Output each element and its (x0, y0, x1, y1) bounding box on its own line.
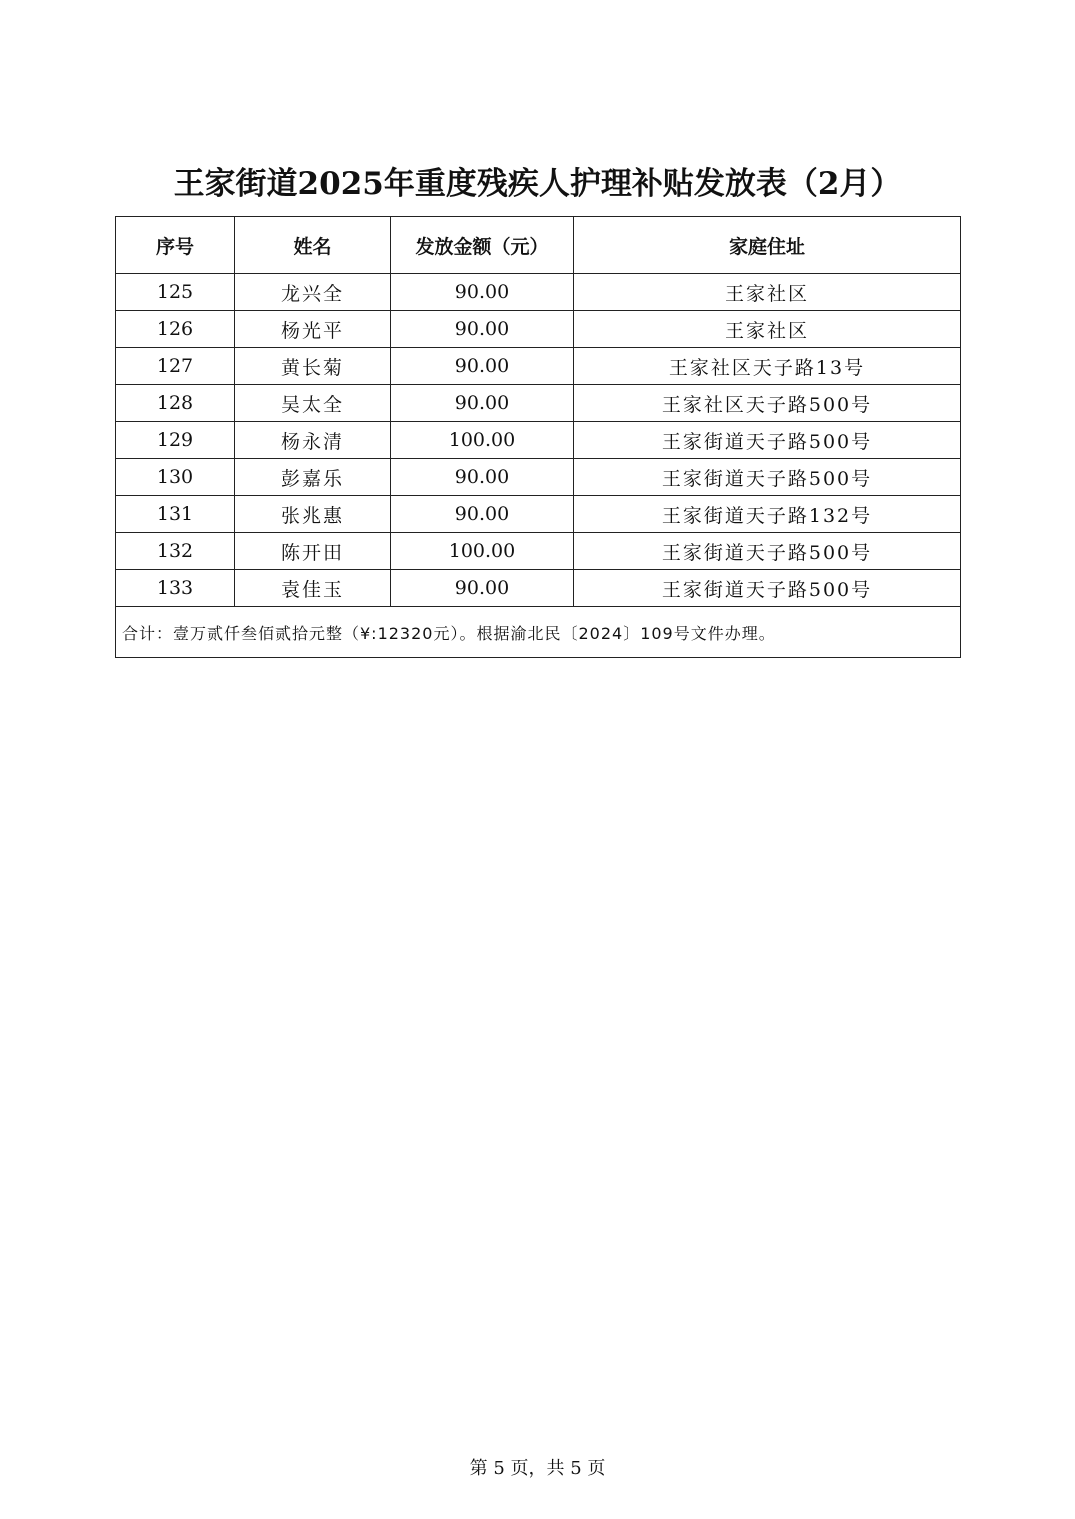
cell-address: 王家社区天子路13号 (574, 348, 961, 385)
cell-seq: 133 (116, 570, 235, 607)
table-row (116, 533, 961, 570)
cell-seq: 125 (116, 274, 235, 311)
cell-name: 杨光平 (235, 311, 391, 348)
cell-seq: 130 (116, 459, 235, 496)
page-title: 王家街道2025年重度残疾人护理补贴发放表（2月） (173, 166, 902, 202)
cell-amount: 90.00 (391, 274, 574, 311)
table-row (116, 385, 961, 422)
cell-name: 吴太全 (235, 385, 391, 422)
subsidy-table (115, 216, 961, 658)
cell-seq: 131 (116, 496, 235, 533)
cell-amount: 90.00 (391, 459, 574, 496)
cell-name: 张兆惠 (235, 496, 391, 533)
cell-seq: 128 (116, 385, 235, 422)
cell-amount: 90.00 (391, 385, 574, 422)
cell-seq: 132 (116, 533, 235, 570)
cell-address: 王家街道天子路500号 (574, 459, 961, 496)
cell-address: 王家街道天子路500号 (574, 570, 961, 607)
cell-seq: 126 (116, 311, 235, 348)
column-header-seq: 序号 (116, 217, 235, 274)
cell-seq: 127 (116, 348, 235, 385)
table-row (116, 496, 961, 533)
cell-address: 王家街道天子路500号 (574, 422, 961, 459)
table-footer-row (116, 607, 961, 658)
table-row (116, 348, 961, 385)
cell-seq: 129 (116, 422, 235, 459)
cell-name: 黄长菊 (235, 348, 391, 385)
cell-amount: 90.00 (391, 496, 574, 533)
table-row (116, 274, 961, 311)
table-row (116, 422, 961, 459)
cell-name: 陈开田 (235, 533, 391, 570)
cell-name: 龙兴全 (235, 274, 391, 311)
table-row (116, 311, 961, 348)
cell-amount: 90.00 (391, 348, 574, 385)
column-header-amount: 发放金额（元） (391, 217, 574, 274)
cell-address: 王家街道天子路500号 (574, 533, 961, 570)
table-header-row (116, 217, 961, 274)
cell-address: 王家社区 (574, 274, 961, 311)
cell-amount: 90.00 (391, 570, 574, 607)
table-total-note: 合计：壹万贰仟叁佰贰拾元整（¥:12320元）。根据渝北民〔2024〕109号文件办理。 (116, 607, 961, 658)
cell-address: 王家社区天子路500号 (574, 385, 961, 422)
cell-amount: 100.00 (391, 533, 574, 570)
column-header-address: 家庭住址 (574, 217, 961, 274)
column-header-name: 姓名 (235, 217, 391, 274)
cell-name: 彭嘉乐 (235, 459, 391, 496)
cell-address: 王家街道天子路132号 (574, 496, 961, 533)
cell-amount: 100.00 (391, 422, 574, 459)
page-number: 第 5 页，共 5 页 (469, 1458, 606, 1479)
cell-address: 王家社区 (574, 311, 961, 348)
table-row (116, 459, 961, 496)
cell-amount: 90.00 (391, 311, 574, 348)
table-row (116, 570, 961, 607)
cell-name: 袁佳玉 (235, 570, 391, 607)
cell-name: 杨永清 (235, 422, 391, 459)
